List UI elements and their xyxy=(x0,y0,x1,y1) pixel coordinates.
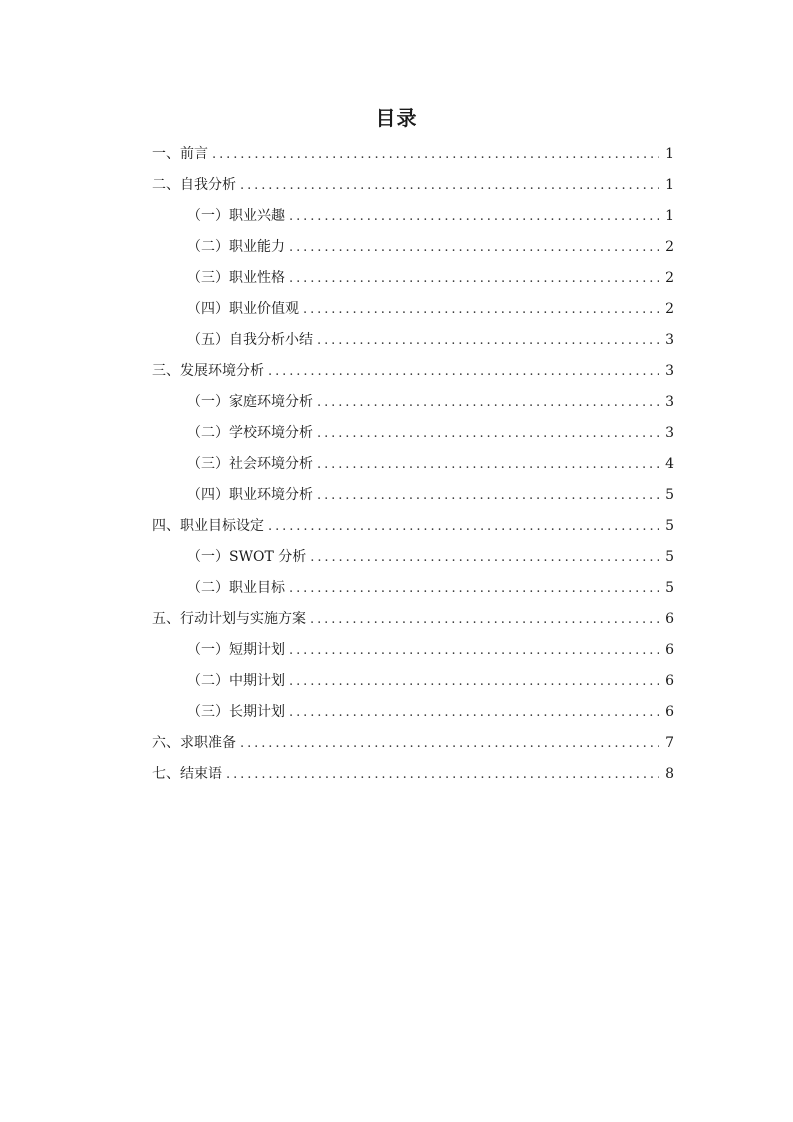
toc-entry-page: 6 xyxy=(665,673,674,689)
toc-entry-page: 5 xyxy=(665,518,674,534)
toc-entry-label: 三、发展环境分析 xyxy=(152,363,264,379)
toc-entry-label: （二）职业能力 xyxy=(187,239,285,255)
toc-leader-dots xyxy=(303,294,659,325)
toc-entry[interactable] xyxy=(152,387,674,418)
toc-entry[interactable] xyxy=(152,449,674,480)
toc-leader-dots xyxy=(268,511,659,542)
toc-entry[interactable] xyxy=(152,604,674,635)
toc-leader-dots xyxy=(310,542,659,573)
toc-entry-page: 5 xyxy=(665,580,674,596)
toc-entry-page: 2 xyxy=(665,270,674,286)
toc-entry-page: 4 xyxy=(665,456,674,472)
toc-entry[interactable] xyxy=(152,170,674,201)
toc-entry-label: （三）长期计划 xyxy=(187,704,285,720)
toc-entry-page: 3 xyxy=(665,363,674,379)
toc-entry-page: 6 xyxy=(665,642,674,658)
toc-entry-label: 四、职业目标设定 xyxy=(152,518,264,534)
toc-entry[interactable] xyxy=(152,573,674,604)
toc-entry[interactable] xyxy=(152,728,674,759)
toc-entry[interactable] xyxy=(152,759,674,790)
toc-entry[interactable] xyxy=(152,294,674,325)
toc-leader-dots xyxy=(289,232,659,263)
toc-entry[interactable] xyxy=(152,418,674,449)
toc-leader-dots xyxy=(289,263,659,294)
toc-leader-dots xyxy=(289,573,659,604)
toc-entry-page: 8 xyxy=(665,766,674,782)
toc-entry-page: 1 xyxy=(665,146,674,162)
toc-entry[interactable] xyxy=(152,542,674,573)
toc-entry[interactable] xyxy=(152,263,674,294)
toc-title: 目录 xyxy=(375,106,418,130)
toc-leader-dots xyxy=(212,139,659,170)
toc-leader-dots xyxy=(289,635,659,666)
toc-leader-dots xyxy=(317,418,659,449)
toc-entry-label: （二）中期计划 xyxy=(187,673,285,689)
toc-leader-dots xyxy=(268,356,659,387)
toc-leader-dots xyxy=(317,325,659,356)
toc-entry-label: （四）职业价值观 xyxy=(187,301,299,317)
toc-leader-dots xyxy=(317,480,659,511)
toc-entry-label: （四）职业环境分析 xyxy=(187,487,313,503)
toc-leader-dots xyxy=(226,759,659,790)
toc-entry-page: 7 xyxy=(665,735,674,751)
toc-entry-label: （三）职业性格 xyxy=(187,270,285,286)
toc-leader-dots xyxy=(289,697,659,728)
toc-entry-label: （一）家庭环境分析 xyxy=(187,394,313,410)
toc-entry[interactable] xyxy=(152,325,674,356)
toc-entry[interactable] xyxy=(152,232,674,263)
toc-leader-dots xyxy=(240,170,659,201)
toc-entry-label: 七、结束语 xyxy=(152,766,222,782)
toc-entry[interactable] xyxy=(152,666,674,697)
toc-leader-dots xyxy=(317,387,659,418)
toc-entry-label: 五、行动计划与实施方案 xyxy=(152,611,306,627)
toc-entry[interactable] xyxy=(152,697,674,728)
toc-leader-dots xyxy=(317,449,659,480)
toc-entry-page: 1 xyxy=(665,177,674,193)
toc-entry-label: （二）职业目标 xyxy=(187,580,285,596)
toc-entry-page: 5 xyxy=(665,549,674,565)
toc-leader-dots xyxy=(289,666,659,697)
toc-entry-page: 3 xyxy=(665,394,674,410)
toc-entry[interactable] xyxy=(152,480,674,511)
toc-entry-label: （三）社会环境分析 xyxy=(187,456,313,472)
toc-leader-dots xyxy=(240,728,659,759)
toc-entry[interactable] xyxy=(152,635,674,666)
toc-entry[interactable] xyxy=(152,511,674,542)
toc-entry-page: 5 xyxy=(665,487,674,503)
toc-entry[interactable] xyxy=(152,201,674,232)
toc-entry-page: 2 xyxy=(665,301,674,317)
toc-entry[interactable] xyxy=(152,356,674,387)
toc-entry-page: 6 xyxy=(665,704,674,720)
toc-entry[interactable] xyxy=(152,139,674,170)
toc-entry-page: 6 xyxy=(665,611,674,627)
toc-entry-label: （一）短期计划 xyxy=(187,642,285,658)
toc-entry-label: 六、求职准备 xyxy=(152,735,236,751)
toc-entry-label: （五）自我分析小结 xyxy=(187,332,313,348)
toc-list xyxy=(152,139,674,790)
toc-entry-label: （一）SWOT 分析 xyxy=(187,549,307,565)
toc-entry-label: （二）学校环境分析 xyxy=(187,425,313,441)
toc-entry-label: 一、前言 xyxy=(152,146,208,162)
toc-entry-page: 2 xyxy=(665,239,674,255)
toc-leader-dots xyxy=(310,604,659,635)
toc-entry-page: 3 xyxy=(665,425,674,441)
toc-leader-dots xyxy=(289,201,659,232)
toc-entry-label: 二、自我分析 xyxy=(152,177,236,193)
toc-entry-page: 3 xyxy=(665,332,674,348)
toc-entry-page: 1 xyxy=(665,208,674,224)
toc-entry-label: （一）职业兴趣 xyxy=(187,208,285,224)
